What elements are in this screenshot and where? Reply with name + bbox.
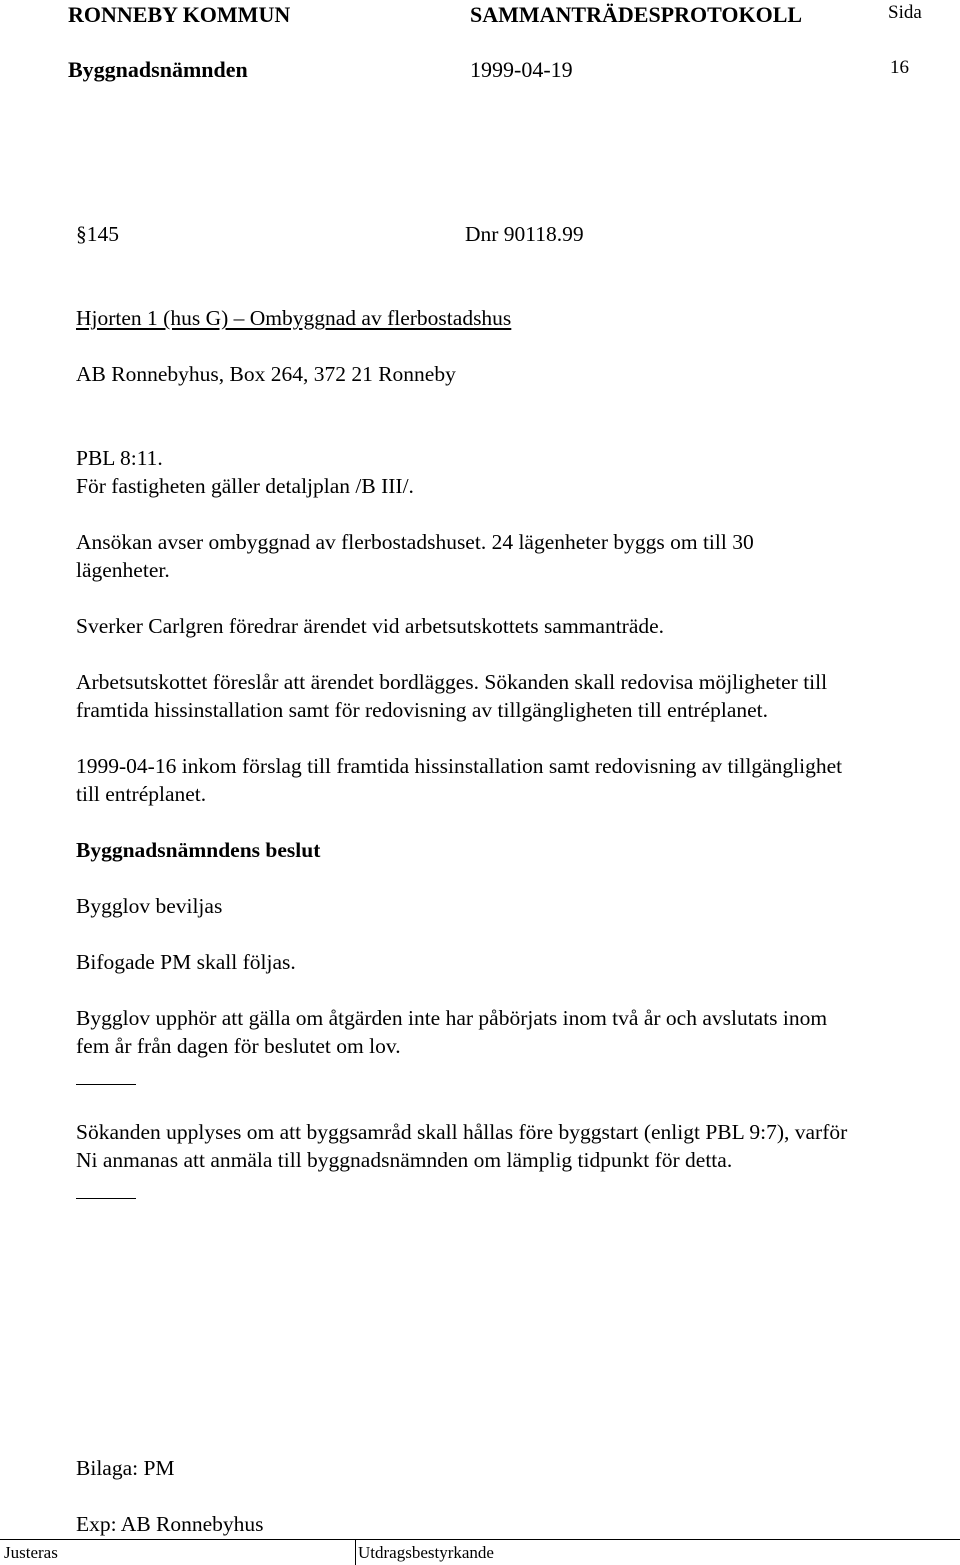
footer-justeras: Justeras (4, 1543, 58, 1562)
separator-line (76, 1084, 136, 1085)
decision-heading: Byggnadsnämndens beslut (76, 838, 321, 862)
document-type: SAMMANTRÄDESPROTOKOLL (470, 2, 803, 27)
proposal-text-line2: framtida hissinstallation samt för redovisning av tillgängligheten till entréplanet. (76, 698, 769, 722)
case-dnr: Dnr 90118.99 (465, 222, 584, 246)
footer-utdragsbestyrkande: Utdragsbestyrkande (358, 1543, 494, 1562)
expiry-text-line1: Bygglov upphör att gälla om åtgärden inte har påbörjats inom två år och avslutats inom (76, 1006, 828, 1030)
applicant: AB Ronnebyhus, Box 264, 372 21 Ronneby (76, 362, 456, 386)
footer-divider (355, 1539, 356, 1565)
received-text-line2: till entréplanet. (76, 782, 207, 806)
page-label: Sida (888, 2, 922, 23)
dispatch-label: Exp: AB Ronnebyhus (76, 1512, 264, 1536)
paragraph-number: §145 (76, 222, 119, 246)
application-text-line1: Ansökan avser ombyggnad av flerbostadshuset. 24 lägenheter byggs om till 30 (76, 530, 754, 554)
case-title: Hjorten 1 (hus G) – Ombyggnad av flerbostadshus (76, 306, 512, 330)
committee-name: Byggnadsnämnden (68, 57, 248, 82)
proposal-text-line1: Arbetsutskottet föreslår att ärendet bordlägges. Sökanden skall redovisa möjligheter till (76, 670, 828, 694)
meeting-date: 1999-04-19 (470, 57, 573, 82)
presenter-text: Sverker Carlgren föredrar ärendet vid arbetsutskottets sammanträde. (76, 614, 665, 638)
pbl-reference: PBL 8:11. (76, 446, 163, 470)
decision-granted: Bygglov beviljas (76, 894, 223, 918)
page-number: 16 (890, 57, 909, 78)
notice-text-line2: Ni anmanas att anmäla till byggnadsnämnden om lämplig tidpunkt för detta. (76, 1148, 733, 1172)
municipality-name: RONNEBY KOMMUN (68, 2, 291, 27)
decision-pm: Bifogade PM skall följas. (76, 950, 296, 974)
detailed-plan: För fastigheten gäller detaljplan /B III/. (76, 474, 414, 498)
received-text-line1: 1999-04-16 inkom förslag till framtida hissinstallation samt redovisning av tillgänglighet (76, 754, 843, 778)
separator-line (76, 1198, 136, 1199)
footer-rule (0, 1539, 960, 1540)
attachment-label: Bilaga: PM (76, 1456, 175, 1480)
expiry-text-line2: fem år från dagen för beslutet om lov. (76, 1034, 401, 1058)
notice-text-line1: Sökanden upplyses om att byggsamråd skall hållas före byggstart (enligt PBL 9:7), varför (76, 1120, 848, 1144)
application-text-line2: lägenheter. (76, 558, 170, 582)
